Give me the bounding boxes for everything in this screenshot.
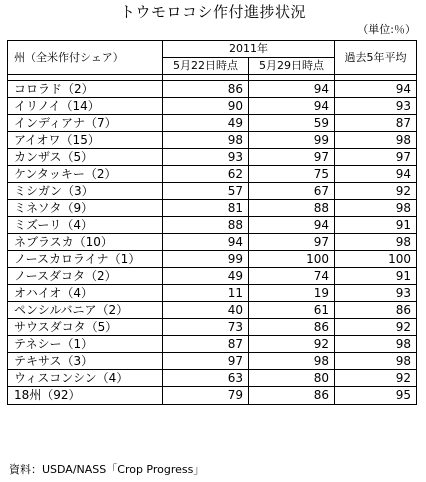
avg-cell: 91 bbox=[335, 268, 417, 285]
may29-cell: 19 bbox=[249, 285, 335, 302]
total-may29-cell: 86 bbox=[249, 387, 335, 405]
may29-cell: 74 bbox=[249, 268, 335, 285]
avg-cell: 87 bbox=[335, 115, 417, 132]
avg-cell: 98 bbox=[335, 336, 417, 353]
total-may22-cell: 79 bbox=[163, 387, 249, 405]
state-cell: アイオワ（15） bbox=[8, 132, 163, 149]
may29-cell: 75 bbox=[249, 166, 335, 183]
page-title: トウモロコシ作付進捗状況 bbox=[119, 3, 306, 21]
state-cell: テネシー（1） bbox=[8, 336, 163, 353]
planting-progress-table bbox=[7, 40, 417, 405]
may22-cell: 73 bbox=[163, 319, 249, 336]
may22-cell: 63 bbox=[163, 370, 249, 387]
table-row bbox=[8, 81, 417, 98]
table-row bbox=[8, 115, 417, 132]
may22-cell: 88 bbox=[163, 217, 249, 234]
state-cell: ウィスコンシン（4） bbox=[8, 370, 163, 387]
avg-cell: 92 bbox=[335, 370, 417, 387]
avg-cell: 98 bbox=[335, 200, 417, 217]
may22-cell: 94 bbox=[163, 234, 249, 251]
state-cell: テキサス（3） bbox=[8, 353, 163, 370]
may22-cell: 49 bbox=[163, 268, 249, 285]
table-row bbox=[8, 98, 417, 115]
table-row bbox=[8, 217, 417, 234]
may29-cell: 97 bbox=[249, 234, 335, 251]
table-row bbox=[8, 370, 417, 387]
state-cell: ケンタッキー（2） bbox=[8, 166, 163, 183]
may22-cell: 90 bbox=[163, 98, 249, 115]
avg-cell: 92 bbox=[335, 183, 417, 200]
avg-cell: 94 bbox=[335, 166, 417, 183]
may29-cell: 97 bbox=[249, 149, 335, 166]
table-row bbox=[8, 183, 417, 200]
state-cell: ノースカロライナ（1） bbox=[8, 251, 163, 268]
table-row bbox=[8, 234, 417, 251]
state-cell: イリノイ（14） bbox=[8, 98, 163, 115]
state-cell: ネブラスカ（10） bbox=[8, 234, 163, 251]
may29-cell: 61 bbox=[249, 302, 335, 319]
avg-cell: 94 bbox=[335, 81, 417, 98]
header-may29: 5月29日時点 bbox=[249, 58, 335, 75]
table-row bbox=[8, 132, 417, 149]
table-row bbox=[8, 200, 417, 217]
state-cell: オハイオ（4） bbox=[8, 285, 163, 302]
table-row bbox=[8, 268, 417, 285]
avg-cell: 98 bbox=[335, 353, 417, 370]
state-cell: インディアナ（7） bbox=[8, 115, 163, 132]
avg-cell: 100 bbox=[335, 251, 417, 268]
may22-cell: 93 bbox=[163, 149, 249, 166]
avg-cell: 91 bbox=[335, 217, 417, 234]
avg-cell: 92 bbox=[335, 319, 417, 336]
may29-cell: 86 bbox=[249, 319, 335, 336]
state-cell: ペンシルバニア（2） bbox=[8, 302, 163, 319]
state-cell: ノースダコタ（2） bbox=[8, 268, 163, 285]
total-state-cell: 18州（92） bbox=[8, 387, 163, 405]
state-cell: ミネソタ（9） bbox=[8, 200, 163, 217]
table-row bbox=[8, 302, 417, 319]
may29-cell: 100 bbox=[249, 251, 335, 268]
may29-cell: 94 bbox=[249, 98, 335, 115]
may29-cell: 92 bbox=[249, 336, 335, 353]
may29-cell: 99 bbox=[249, 132, 335, 149]
header-row-top bbox=[8, 41, 417, 58]
may29-cell: 80 bbox=[249, 370, 335, 387]
may22-cell: 97 bbox=[163, 353, 249, 370]
source-note: 資料：USDA/NASS「Crop Progress」 bbox=[9, 463, 205, 476]
may22-cell: 11 bbox=[163, 285, 249, 302]
may22-cell: 57 bbox=[163, 183, 249, 200]
table-row bbox=[8, 336, 417, 353]
may29-cell: 59 bbox=[249, 115, 335, 132]
table-row bbox=[8, 319, 417, 336]
may22-cell: 49 bbox=[163, 115, 249, 132]
state-cell: サウスダコタ（5） bbox=[8, 319, 163, 336]
state-cell: カンザス（5） bbox=[8, 149, 163, 166]
may29-cell: 98 bbox=[249, 353, 335, 370]
may22-cell: 99 bbox=[163, 251, 249, 268]
may29-cell: 88 bbox=[249, 200, 335, 217]
header-year-group: 2011年 bbox=[163, 41, 335, 58]
may22-cell: 62 bbox=[163, 166, 249, 183]
table-row bbox=[8, 285, 417, 302]
may29-cell: 94 bbox=[249, 81, 335, 98]
state-cell: コロラド（2） bbox=[8, 81, 163, 98]
may22-cell: 40 bbox=[163, 302, 249, 319]
may29-cell: 67 bbox=[249, 183, 335, 200]
total-row bbox=[8, 387, 417, 405]
total-avg-cell: 95 bbox=[335, 387, 417, 405]
may22-cell: 98 bbox=[163, 132, 249, 149]
table-row bbox=[8, 166, 417, 183]
may22-cell: 87 bbox=[163, 336, 249, 353]
header-may22: 5月22日時点 bbox=[163, 58, 249, 75]
avg-cell: 86 bbox=[335, 302, 417, 319]
may22-cell: 86 bbox=[163, 81, 249, 98]
avg-cell: 97 bbox=[335, 149, 417, 166]
avg-cell: 98 bbox=[335, 132, 417, 149]
table-row bbox=[8, 149, 417, 166]
state-cell: ミズーリ（4） bbox=[8, 217, 163, 234]
avg-cell: 93 bbox=[335, 285, 417, 302]
table-row bbox=[8, 353, 417, 370]
state-cell: ミシガン（3） bbox=[8, 183, 163, 200]
may29-cell: 94 bbox=[249, 217, 335, 234]
unit-label: （単位:％） bbox=[357, 23, 416, 36]
header-state-column: 州（全米作付シェア） bbox=[8, 41, 163, 75]
avg-cell: 93 bbox=[335, 98, 417, 115]
table-row bbox=[8, 251, 417, 268]
header-five-year-average: 過去5年平均 bbox=[335, 41, 417, 75]
may22-cell: 81 bbox=[163, 200, 249, 217]
avg-cell: 98 bbox=[335, 234, 417, 251]
